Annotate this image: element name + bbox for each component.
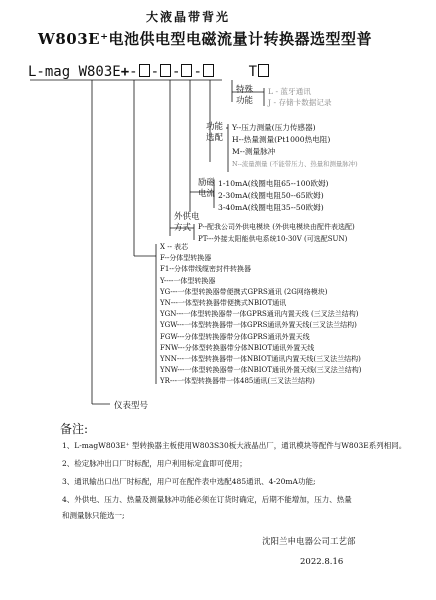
converter-option: YGW---一体型转换器带一体GPRS通讯外置天线(三叉法兰结构) bbox=[160, 321, 357, 330]
document-date: 2022.8.16 bbox=[300, 557, 344, 567]
power-option: PT---外接太阳能供电系统10-30V (可选配SUN) bbox=[198, 235, 348, 243]
excite-option: 1-10mA(线圈电阻65--100欧姆) bbox=[218, 179, 329, 188]
company-signature: 沈阳兰申电器公司工艺部 bbox=[262, 537, 356, 547]
model-dash-3: - bbox=[172, 64, 181, 80]
excite-options bbox=[218, 178, 329, 214]
code-box-4 bbox=[203, 64, 214, 77]
excite-label: 励磁 电流 bbox=[198, 178, 216, 199]
excite-option: 2-30mA(线圈电阻50--65欧姆) bbox=[218, 191, 324, 200]
model-prefix: L-mag W803E bbox=[28, 64, 121, 80]
page-title: W803E⁺电池供电型电磁流量计转换器选型型普 bbox=[38, 30, 373, 48]
code-box-2 bbox=[160, 64, 171, 77]
func-option: H--热量测量(Pt1000热电阻) bbox=[232, 135, 331, 144]
model-code bbox=[28, 64, 270, 80]
model-dash-1: - bbox=[129, 64, 138, 80]
model-dash-2: - bbox=[150, 64, 160, 80]
converter-option: F--分体型转换器 bbox=[160, 254, 212, 263]
special-option: L - 蓝牙通讯 bbox=[268, 87, 311, 96]
func-option: M--测量脉冲 bbox=[232, 147, 276, 156]
code-box-3 bbox=[181, 64, 192, 77]
power-option: P--配我公司外供电模块 (外供电模块由配件表选配) bbox=[198, 223, 355, 231]
converter-option: F1--分体带线缆密封件转换器 bbox=[160, 265, 252, 274]
converter-option: FGW---分体型转换器带分体GPRS通讯外置天线 bbox=[160, 332, 310, 341]
note-1: 1、L-magW803E⁺ 型转换器主板使用W803S30板大液晶出厂，通讯模块等配件与W803E系列相同。 bbox=[62, 441, 407, 450]
converter-option: YNN---一体型转换器带一体NBIOT通讯内置天线(三叉法兰结构) bbox=[160, 355, 361, 364]
converter-option: X -- 表芯 bbox=[160, 243, 189, 251]
func-option: Y--压力测量(压力传感器) bbox=[232, 123, 316, 132]
special-option: J - 存储卡数据记录 bbox=[268, 98, 332, 107]
note-4: 4、外供电、压力、热量及测量脉冲功能必须在订货时确定，后期不能增加，压力、热量 bbox=[62, 495, 352, 504]
converter-option: YG---一体型转换器带便携式GPRS通讯 (2G网络模块) bbox=[160, 287, 328, 296]
instrument-model-label: 仪表型号 bbox=[114, 401, 149, 411]
model-dash-4: - bbox=[193, 64, 202, 80]
converter-option: FNW---分体型转换器带分体NBIOT通讯外置天线 bbox=[160, 343, 315, 352]
converter-option: Y----一体型转换器 bbox=[160, 276, 216, 285]
code-box-1 bbox=[139, 64, 150, 77]
model-plus: + bbox=[120, 64, 130, 80]
excite-option: 3-40mA(线圈电阻35--50欧姆) bbox=[218, 203, 324, 212]
func-label: 功能 选配 bbox=[206, 122, 224, 143]
note-5: 和测量脉只能选一; bbox=[62, 511, 125, 520]
power-label: 外供电 方式 bbox=[174, 212, 200, 233]
model-t: T bbox=[248, 64, 258, 80]
converter-options bbox=[160, 242, 361, 388]
special-options bbox=[268, 86, 332, 108]
converter-option: YR---一体型转换器带一体485通讯(三叉法兰结构) bbox=[160, 377, 315, 386]
converter-option: YNW---一体型转换器带一体NBIOT通讯外置天线(三叉法兰结构) bbox=[160, 366, 362, 375]
func-option: N--流量测量 (不能带压力、热量和测量脉冲) bbox=[232, 160, 358, 168]
converter-option: YN---一体型转换器带便携式NBIOT通讯 bbox=[160, 299, 287, 308]
code-box-t bbox=[258, 64, 269, 77]
note-2: 2、检定脉冲出口厂时标配，用户利用标定盒即可使用； bbox=[62, 459, 247, 468]
notes-title: 备注: bbox=[60, 422, 89, 436]
stamp-text: 大液晶带背光 bbox=[146, 10, 231, 24]
note-3: 3、通讯输出口出厂时标配，用户可在配件表中选配485通讯、4-20mA功能; bbox=[62, 477, 316, 486]
converter-option: YGN---一体型转换器带一体GPRS通讯内置天线 (三叉法兰结构) bbox=[160, 310, 359, 319]
special-label: 特殊 功能 bbox=[236, 85, 254, 106]
func-options bbox=[232, 122, 358, 170]
